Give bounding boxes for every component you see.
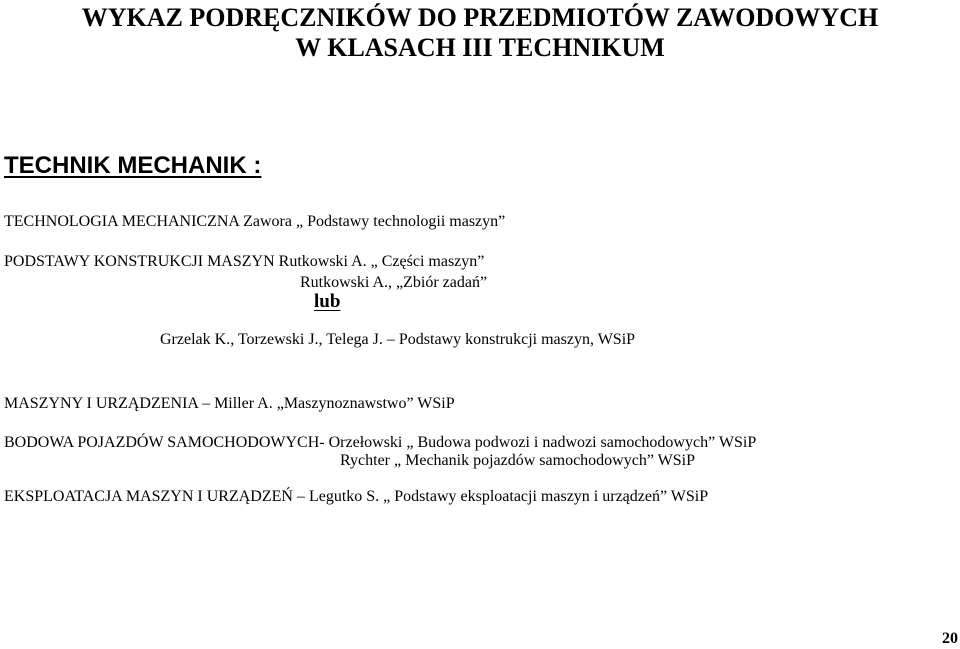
entry-podstawy-konstrukcji-2: Rutkowski A., „Zbiór zadań”: [300, 274, 488, 291]
entry-budowa-pojazdow-2: Rychter „ Mechanik pojazdów samochodowych” WSiP: [340, 452, 695, 469]
section-heading-technik-mechanik: TECHNIK MECHANIK :: [4, 152, 262, 179]
document-title-line-1: WYKAZ PODRĘCZNIKÓW DO PRZEDMIOTÓW ZAWODOWYCH: [81, 3, 879, 32]
entry-technologia-mechaniczna: TECHNOLOGIA MECHANICZNA Zawora „ Podstawy technologii maszyn”: [4, 213, 506, 230]
page-number: 20: [942, 630, 958, 647]
entry-budowa-pojazdow-1: BODOWA POJAZDÓW SAMOCHODOWYCH- Orzełowski „ Budowa podwozi i nadwozi samochodowych” WSiP: [4, 434, 757, 451]
entry-podstawy-konstrukcji-3: Grzelak K., Torzewski J., Telega J. – Podstawy konstrukcji maszyn, WSiP: [160, 331, 636, 348]
entry-podstawy-konstrukcji-1: PODSTAWY KONSTRUKCJI MASZYN Rutkowski A. „ Części maszyn”: [4, 253, 485, 270]
entry-eksploatacja-maszyn: EKSPLOATACJA MASZYN I URZĄDZEŃ – Legutko S. „ Podstawy eksploatacji maszyn i urządzeń” WSiP: [4, 488, 709, 505]
lub-label: lub: [314, 291, 341, 312]
document-title-line-2: W KLASACH III TECHNIKUM: [295, 33, 665, 62]
entry-maszyny-i-urzadzenia: MASZYNY I URZĄDZENIA – Miller A. „Maszynoznawstwo” WSiP: [4, 395, 455, 412]
